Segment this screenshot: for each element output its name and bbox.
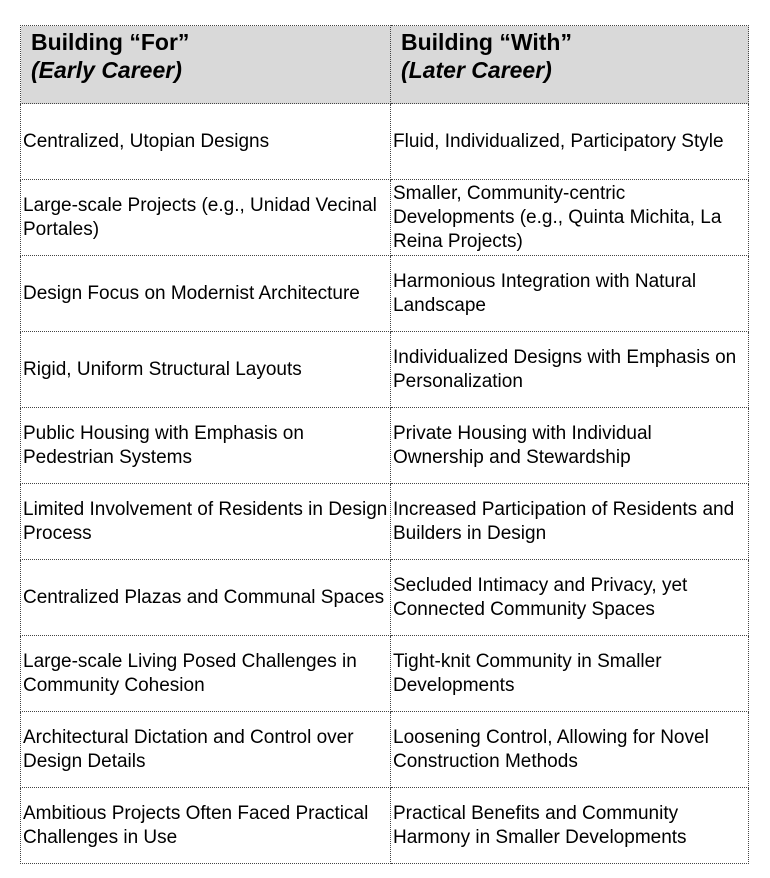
table-cell: Harmonious Integration with Natural Landscape xyxy=(391,256,749,332)
table-cell: Individualized Designs with Emphasis on Personalization xyxy=(391,332,749,408)
header-row xyxy=(21,26,749,104)
table-cell: Centralized, Utopian Designs xyxy=(21,104,391,180)
table-cell: Ambitious Projects Often Faced Practical Challenges in Use xyxy=(21,788,391,864)
header-subtitle: (Later Career) xyxy=(401,57,552,83)
comparison-table xyxy=(20,25,749,864)
table-header xyxy=(21,26,749,104)
table-cell: Increased Participation of Residents and Builders in Design xyxy=(391,484,749,560)
header-cell-early-career xyxy=(21,26,391,104)
table-row xyxy=(21,788,749,864)
table-cell: Tight-knit Community in Smaller Developments xyxy=(391,636,749,712)
table-cell: Limited Involvement of Residents in Design Process xyxy=(21,484,391,560)
table-row xyxy=(21,560,749,636)
table-row xyxy=(21,712,749,788)
table-cell: Centralized Plazas and Communal Spaces xyxy=(21,560,391,636)
table-cell: Loosening Control, Allowing for Novel Construction Methods xyxy=(391,712,749,788)
table-cell: Architectural Dictation and Control over Design Details xyxy=(21,712,391,788)
header-title: Building “With” xyxy=(401,29,572,55)
header-cell-later-career xyxy=(391,26,749,104)
table-cell: Fluid, Individualized, Participatory Style xyxy=(391,104,749,180)
table-row xyxy=(21,636,749,712)
table-row xyxy=(21,256,749,332)
table-row xyxy=(21,408,749,484)
header-subtitle: (Early Career) xyxy=(31,57,182,83)
table-cell: Smaller, Community-centric Developments (e.g., Quinta Michita, La Reina Projects) xyxy=(391,180,749,256)
table-cell: Rigid, Uniform Structural Layouts xyxy=(21,332,391,408)
table-row xyxy=(21,104,749,180)
table-cell: Large-scale Living Posed Challenges in Community Cohesion xyxy=(21,636,391,712)
table-cell: Practical Benefits and Community Harmony in Smaller Developments xyxy=(391,788,749,864)
table-row xyxy=(21,484,749,560)
table-cell: Large-scale Projects (e.g., Unidad Vecinal Portales) xyxy=(21,180,391,256)
table-cell: Public Housing with Emphasis on Pedestrian Systems xyxy=(21,408,391,484)
table-cell: Secluded Intimacy and Privacy, yet Connected Community Spaces xyxy=(391,560,749,636)
table-body xyxy=(21,104,749,864)
table-row xyxy=(21,332,749,408)
table-cell: Design Focus on Modernist Architecture xyxy=(21,256,391,332)
header-title: Building “For” xyxy=(31,29,190,55)
table-cell: Private Housing with Individual Ownership and Stewardship xyxy=(391,408,749,484)
table-row xyxy=(21,180,749,256)
